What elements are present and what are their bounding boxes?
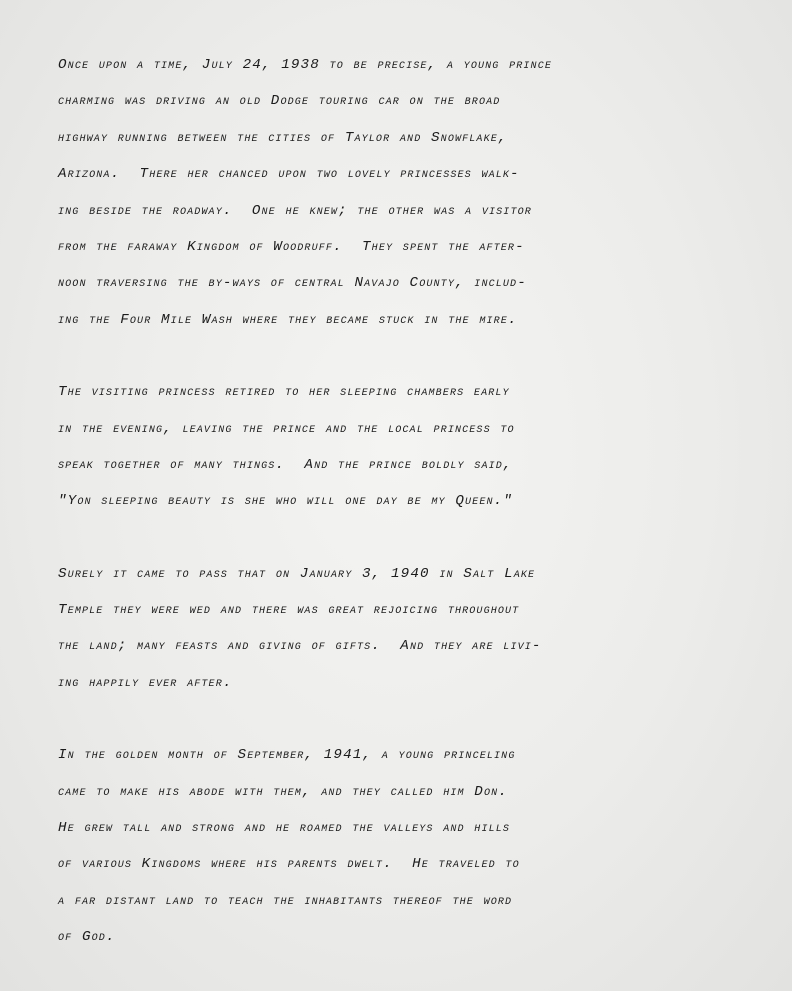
text-line: speak together of many things. And the prince boldly said, (58, 456, 513, 473)
text-line: ing beside the roadway. One he knew; the other was a visitor (58, 202, 532, 219)
paragraph-1 (58, 52, 748, 343)
text-line: Temple they were wed and there was great rejoicing throughout (58, 602, 520, 619)
text-line: In the golden month of September, 1941, a young princeling (58, 747, 516, 764)
paragraph-spacer (58, 525, 748, 561)
text-line: Surely it came to pass that on January 3, 1940 in Salt Lake (58, 565, 536, 582)
text-line: of various Kingdoms where his parents dwelt. He traveled to (58, 856, 520, 873)
text-line: Once upon a time, July 24, 1938 to be precise, a young prince (58, 57, 553, 73)
text-line: charming was driving an old Dodge touring car on the broad (58, 93, 501, 110)
text-line: "Yon sleeping beauty is she who will one day be my Queen." (58, 493, 513, 510)
text-line: came to make his abode with them, and they called him Don. (58, 783, 508, 800)
text-line: The visiting princess retired to her sleeping chambers early (58, 384, 510, 401)
text-line: ing the Four Mile Wash where they became stuck in the mire. (58, 311, 518, 328)
text-line: in the evening, leaving the prince and the local princess to (58, 420, 515, 437)
text-line: a far distant land to teach the inhabitants thereof the word (58, 892, 513, 909)
text-line: noon traversing the by-ways of central Navajo County, includ- (58, 275, 527, 292)
paragraph-spacer (58, 706, 748, 742)
text-line: highway running between the cities of Taylor and Snowflake, (58, 129, 508, 146)
paragraph-spacer (58, 343, 748, 379)
text-line: the land; many feasts and giving of gifts. And they are livi- (58, 638, 542, 655)
text-line: ing happily ever after. (58, 674, 233, 691)
text-line: from the faraway Kingdom of Woodruff. They spent the after- (58, 238, 525, 255)
paragraph-3 (58, 561, 748, 707)
text-line: Arizona. There her chanced upon two lovely princesses walk- (58, 166, 520, 183)
paragraph-2 (58, 379, 748, 525)
text-line: He grew tall and strong and he roamed the valleys and hills (58, 820, 511, 837)
paragraph-4 (58, 742, 748, 960)
typed-story (58, 52, 748, 961)
text-line: of God. (58, 929, 116, 946)
